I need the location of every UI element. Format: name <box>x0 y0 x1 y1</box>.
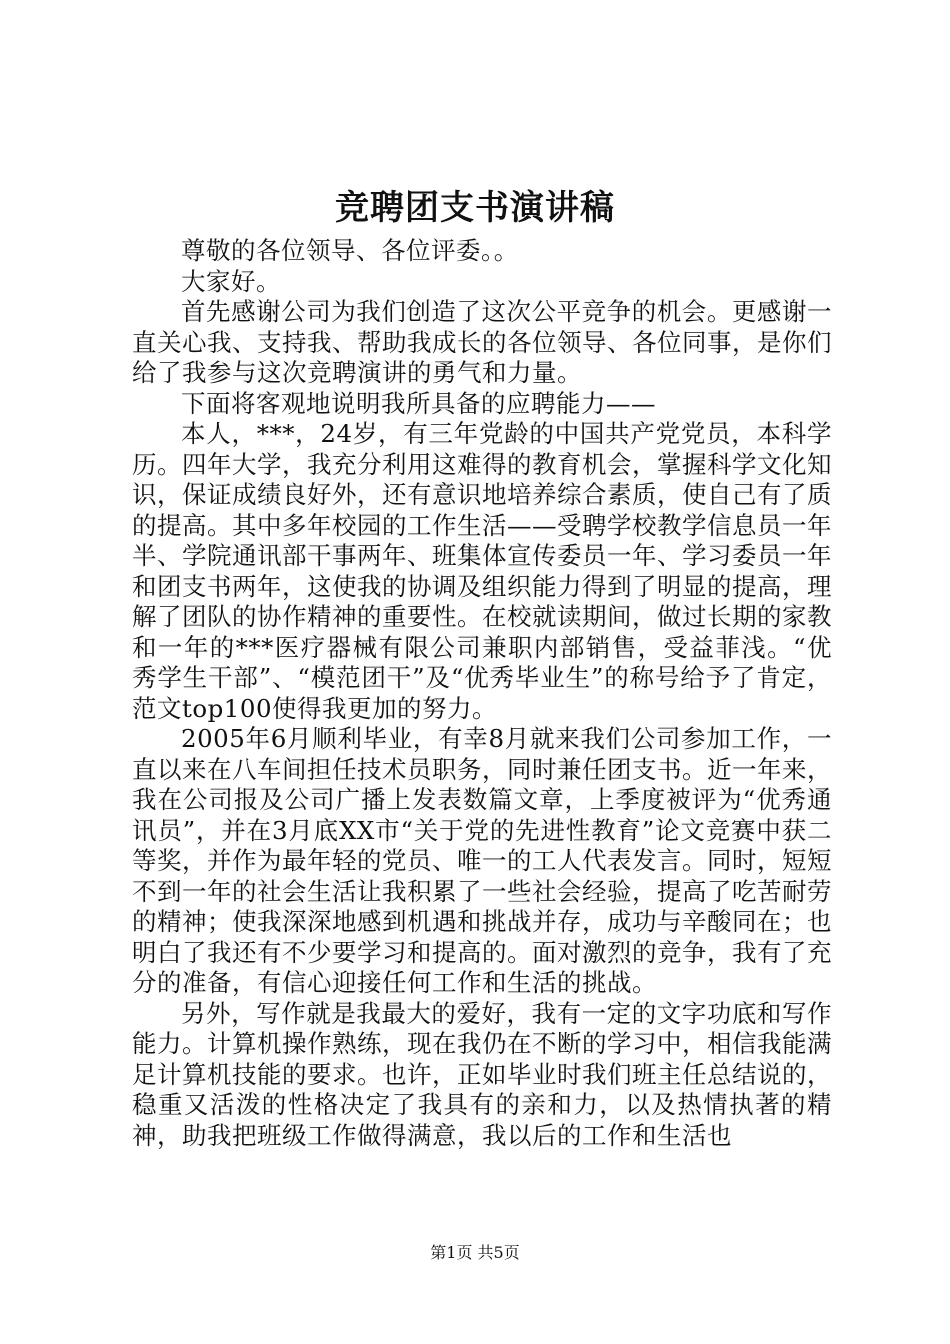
paragraph-skills: 另外，写作就是我最大的爱好，我有一定的文字功底和写作能力。计算机操作熟练，现在我仍在不断的学习中，相信我能满足计算机技能的要求。也许，正如毕业时我们班主任总结说的，稳重又活泼的性格决定了我具有的亲和力，以及热情执著的精神，助我把班级工作做得满意，我以后的工作和生活也 <box>132 998 832 1150</box>
document-body <box>132 236 832 1151</box>
paragraph-hello: 大家好。 <box>181 266 281 296</box>
paragraph-background: 本人，***，24岁，有三年党龄的中国共产党党员，本科学历。四年大学，我充分利用这难得的教育机会，掌握科学文化知识，保证成绩良好外，还有意识地培养综合素质，使自己有了质的提高。其中多年校园的工作生活——受聘学校教学信息员一年半、学院通讯部干事两年、班集体宣传委员一年、学习委员一年和团支书两年，这使我的协调及组织能力得到了明显的提高，理解了团队的协作精神的重要性。在校就读期间，做过长期的家教和一年的***医疗器械有限公司兼职内部销售，受益菲浅。“优秀学生干部”、“模范团干”及“优秀毕业生”的称号给予了肯定，范文top100使得我更加的努力。 <box>132 419 832 723</box>
paragraph-work-experience: 2005年6月顺利毕业，有幸8月就来我们公司参加工作，一直以来在八车间担任技术员职务，同时兼任团支书。近一年来，我在公司报及公司广播上发表数篇文章，上季度被评为“优秀通讯员”，并在3月底XX市“关于党的先进性教育”论文竞赛中获二等奖，并作为最年轻的党员、唯一的工人代表发言。同时，短短不到一年的社会生活让我积累了一些社会经验，提高了吃苦耐劳的精神；使我深深地感到机遇和挑战并存，成功与辛酸同在；也明白了我还有不少要学习和提高的。面对激烈的竞争，我有了充分的准备，有信心迎接任何工作和生活的挑战。 <box>132 724 832 997</box>
paragraph-thanks: 首先感谢公司为我们创造了这次公平竞争的机会。更感谢一直关心我、支持我、帮助我成长的各位领导、各位同事，是你们给了我参与这次竞聘演讲的勇气和力量。 <box>132 297 832 387</box>
paragraph-intro: 下面将客观地说明我所具备的应聘能力—— <box>181 388 656 418</box>
paragraph-greeting: 尊敬的各位领导、各位评委。。 <box>181 236 519 265</box>
document-title: 竞聘团支书演讲稿 <box>335 188 615 228</box>
page-number-footer: 第1页 共5页 <box>430 1243 520 1262</box>
